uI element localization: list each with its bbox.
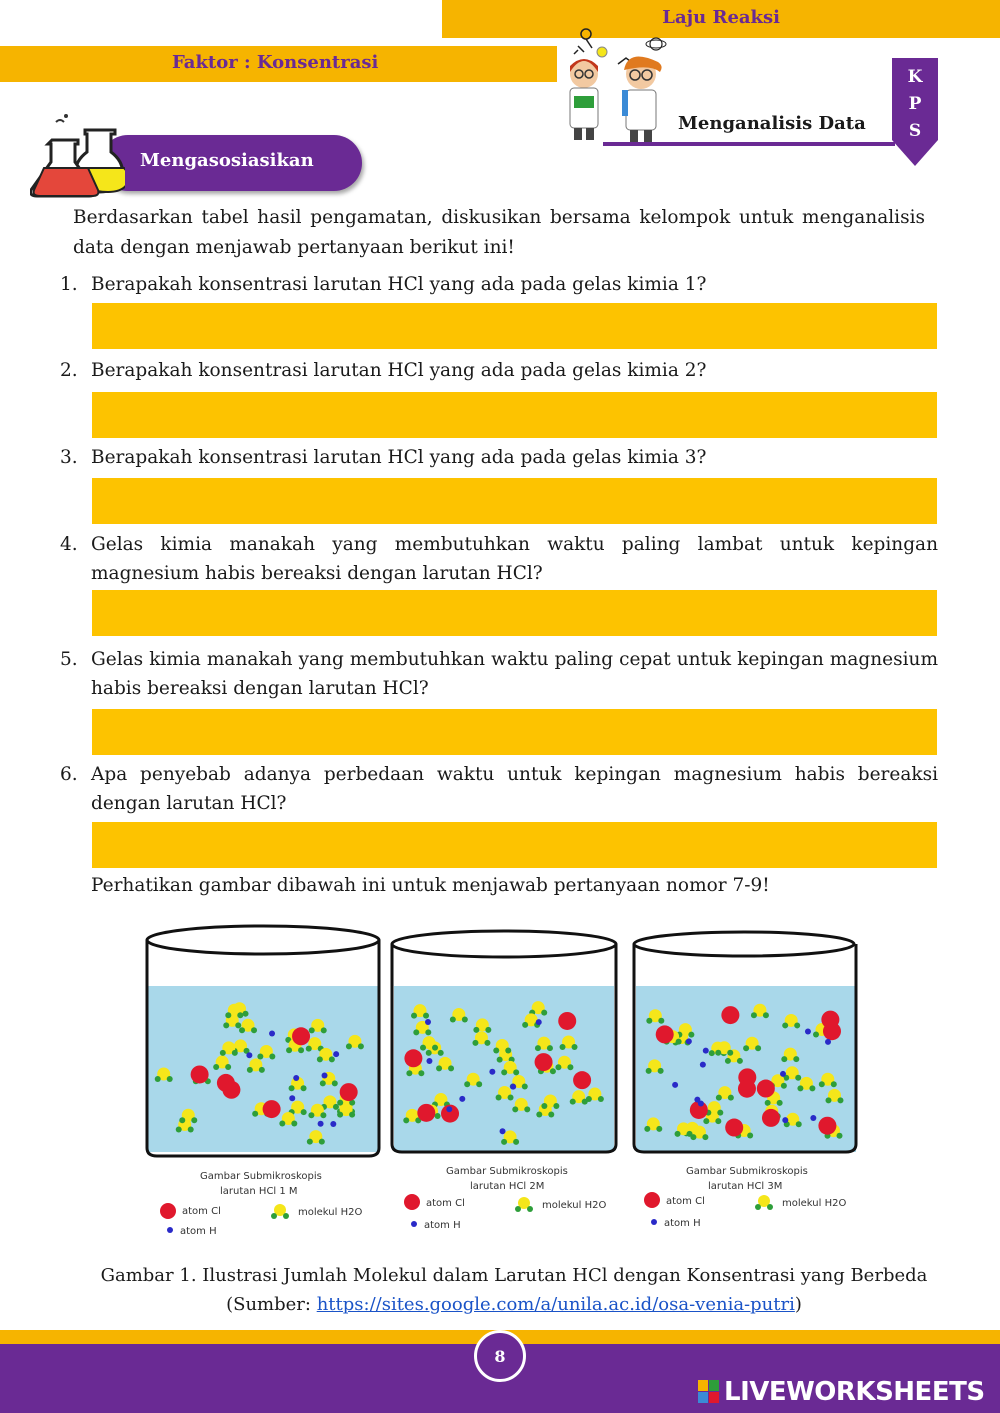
- water-h-atom: [225, 1064, 231, 1070]
- legend-h: atom H: [664, 1218, 701, 1229]
- factor-banner: [0, 46, 557, 82]
- question-number: 4.: [60, 534, 78, 555]
- caption-source: [0, 1290, 1000, 1319]
- cl-atom: [721, 1006, 739, 1024]
- h-atom: [805, 1028, 811, 1034]
- h-atom: [318, 1121, 324, 1127]
- water-h-atom: [687, 1131, 693, 1137]
- water-h-atom: [423, 1013, 429, 1019]
- legend-cl: atom Cl: [666, 1196, 705, 1207]
- page-number: 8: [494, 1347, 506, 1366]
- water-h-atom: [825, 1097, 831, 1103]
- h-atom: [446, 1106, 452, 1112]
- question-6: [60, 760, 938, 818]
- question-3: [60, 443, 938, 472]
- water-h-atom: [795, 1075, 801, 1081]
- figure-instruction: Perhatikan gambar dibawah ini untuk menjawab pertanyaan nomor 7-9!: [91, 875, 770, 896]
- section-title: Mengasosiasikan: [140, 150, 314, 171]
- water-h-atom: [715, 1118, 721, 1124]
- source-link[interactable]: https://sites.google.com/a/unila.ac.id/osa-venia-putri: [316, 1294, 795, 1315]
- water-h-atom: [337, 1100, 343, 1106]
- cl-atom: [656, 1025, 674, 1043]
- water-h-atom: [308, 1112, 314, 1118]
- water-h-atom: [418, 1070, 424, 1076]
- water-h-atom: [252, 1111, 258, 1117]
- water-h-atom: [225, 1012, 231, 1018]
- cl-atom: [340, 1083, 358, 1101]
- water-h-atom: [349, 1112, 355, 1118]
- water-h-atom: [309, 1027, 315, 1033]
- water-h-atom: [751, 1012, 757, 1018]
- h-atom: [810, 1115, 816, 1121]
- section-pill: [100, 135, 362, 191]
- chapter-banner: [442, 0, 1000, 38]
- water-h-atom: [411, 1013, 417, 1019]
- question-number: 1.: [60, 274, 78, 295]
- water-h-atom: [658, 1018, 664, 1024]
- caption-line: Gambar 1. Ilustrasi Jumlah Molekul dalam Larutan HCl dengan Konsentrasi yang Berbeda: [100, 1265, 928, 1286]
- cl-atom: [191, 1065, 209, 1083]
- h-atom: [489, 1069, 495, 1075]
- h-atom: [686, 1038, 692, 1044]
- scientists-illustration: [556, 24, 681, 144]
- beaker-3-title: Gambar Submikroskopis: [686, 1166, 808, 1177]
- water-h-atom: [541, 1103, 547, 1109]
- flask-icon: [30, 110, 125, 200]
- water-h-atom: [301, 1085, 307, 1091]
- water-h-atom: [586, 1096, 592, 1102]
- cl-atom: [292, 1027, 310, 1045]
- water-h-atom: [220, 1050, 226, 1056]
- h-atom: [246, 1052, 252, 1058]
- water-h-atom: [403, 1117, 409, 1123]
- water-h-atom: [320, 1080, 326, 1086]
- water-h-atom: [247, 1067, 253, 1073]
- question-4: [60, 530, 938, 588]
- answer-field-3[interactable]: [92, 478, 937, 524]
- water-h-atom: [432, 1045, 438, 1051]
- water-h-atom: [513, 1069, 519, 1075]
- water-h-atom: [406, 1070, 412, 1076]
- water-h-atom: [472, 1040, 478, 1046]
- legend-cl: atom Cl: [182, 1206, 221, 1217]
- water-h-atom: [213, 1064, 219, 1070]
- h-atom: [333, 1051, 339, 1057]
- water-h-atom: [484, 1040, 490, 1046]
- water-h-atom: [501, 1069, 507, 1075]
- cl-atom: [417, 1104, 435, 1122]
- water-h-atom: [656, 1126, 662, 1132]
- cl-atom: [573, 1071, 591, 1089]
- water-h-atom: [298, 1047, 304, 1053]
- cl-atom: [558, 1012, 576, 1030]
- h-atom: [700, 1062, 706, 1068]
- water-h-atom: [555, 1064, 561, 1070]
- h-atom: [289, 1095, 295, 1101]
- water-h-atom: [436, 1065, 442, 1071]
- water-h-atom: [223, 1022, 229, 1028]
- h-atom: [425, 1019, 431, 1025]
- beaker-3-subtitle: larutan HCl 3M: [708, 1181, 783, 1192]
- h-atom: [330, 1121, 336, 1127]
- h-atom: [780, 1071, 786, 1077]
- legend-water: molekul H2O: [782, 1198, 847, 1209]
- question-number: 6.: [60, 764, 78, 785]
- cl-atom: [757, 1080, 775, 1098]
- water-h-atom: [320, 1112, 326, 1118]
- cl-atom: [762, 1109, 780, 1127]
- cl-atom: [404, 1049, 422, 1067]
- water-h-atom: [796, 1121, 802, 1127]
- water-h-atom: [536, 1111, 542, 1117]
- water-h-atom: [505, 1047, 511, 1053]
- water-h-atom: [179, 1117, 185, 1123]
- water-h-atom: [676, 1039, 682, 1045]
- h-atom: [825, 1039, 831, 1045]
- beaker-1-subtitle: larutan HCl 1 M: [220, 1186, 298, 1197]
- chapter-title: Laju Reaksi: [662, 7, 780, 28]
- water-h-atom: [548, 1111, 554, 1117]
- legend-cl: atom Cl: [426, 1198, 465, 1209]
- h-atom: [322, 1073, 328, 1079]
- legend-water: molekul H2O: [298, 1207, 363, 1218]
- beaker-1-title: Gambar Submikroskopis: [200, 1171, 322, 1182]
- water-h-atom: [188, 1127, 194, 1133]
- water-h-atom: [497, 1057, 503, 1063]
- water-h-atom: [332, 1080, 338, 1086]
- water-h-atom: [450, 1017, 456, 1023]
- h-atom: [672, 1082, 678, 1088]
- answer-field-4[interactable]: [92, 590, 937, 636]
- water-h-atom: [239, 1027, 245, 1033]
- legend-h: atom H: [424, 1220, 461, 1231]
- water-h-atom: [572, 1044, 578, 1050]
- water-h-atom: [782, 1022, 788, 1028]
- question-text: Gelas kimia manakah yang membutuhkan waktu paling cepat untuk kepingan magnesium habis bereaksi dengan larutan HCl?: [91, 649, 938, 699]
- water-h-atom: [728, 1095, 734, 1101]
- water-h-atom: [358, 1043, 364, 1049]
- water-h-atom: [176, 1127, 182, 1133]
- water-h-atom: [550, 1068, 556, 1074]
- intro-paragraph: Berdasarkan tabel hasil pengamatan, diskusikan bersama kelompok untuk menganalisis data dengan menjawab pertanyaan berikut ini!: [73, 207, 925, 258]
- water-h-atom: [794, 1022, 800, 1028]
- water-h-atom: [541, 1010, 547, 1016]
- water-h-atom: [496, 1094, 502, 1100]
- water-h-atom: [513, 1139, 519, 1145]
- h-atom: [782, 1117, 788, 1123]
- water-h-atom: [755, 1045, 761, 1051]
- water-h-atom: [747, 1133, 753, 1139]
- water-h-atom: [781, 1056, 787, 1062]
- beaker-2-subtitle: larutan HCl 2M: [470, 1181, 545, 1192]
- liveworksheets-logo-icon: [698, 1380, 720, 1404]
- answer-field-1[interactable]: [92, 303, 937, 349]
- cl-atom: [818, 1117, 836, 1135]
- beaker-1: [147, 926, 379, 1237]
- water-h-atom: [717, 1110, 723, 1116]
- source-prefix: (Sumber:: [226, 1294, 317, 1315]
- water-h-atom: [567, 1064, 573, 1070]
- question-number: 5.: [60, 649, 78, 670]
- water-h-atom: [413, 1029, 419, 1035]
- water-h-atom: [329, 1056, 335, 1062]
- water-h-atom: [522, 1022, 528, 1028]
- skill-underline: [603, 142, 895, 146]
- question-5: [60, 645, 938, 703]
- legend-water: molekul H2O: [542, 1200, 607, 1211]
- water-h-atom: [831, 1081, 837, 1087]
- source-suffix: ): [794, 1294, 802, 1315]
- water-h-atom: [560, 1044, 566, 1050]
- water-h-atom: [435, 1113, 441, 1119]
- water-h-atom: [493, 1047, 499, 1053]
- water-h-atom: [321, 1027, 327, 1033]
- water-h-atom: [237, 1012, 243, 1018]
- water-h-atom: [333, 1104, 339, 1110]
- water-h-atom: [727, 1050, 733, 1056]
- water-h-atom: [476, 1081, 482, 1087]
- water-h-atom: [598, 1096, 604, 1102]
- water-h-atom: [257, 1053, 263, 1059]
- water-h-atom: [259, 1067, 265, 1073]
- water-h-atom: [819, 1081, 825, 1087]
- question-1: [60, 270, 938, 299]
- question-number: 2.: [60, 360, 78, 381]
- legend-h-dot: [167, 1227, 173, 1233]
- water-h-atom: [317, 1056, 323, 1062]
- water-h-atom: [235, 1022, 241, 1028]
- water-h-atom: [501, 1139, 507, 1145]
- legend-h: atom H: [180, 1226, 217, 1237]
- water-h-atom: [709, 1050, 715, 1056]
- water-h-atom: [508, 1094, 514, 1100]
- water-h-atom: [547, 1045, 553, 1051]
- water-h-atom: [269, 1053, 275, 1059]
- water-h-atom: [306, 1046, 312, 1052]
- water-h-atom: [646, 1068, 652, 1074]
- cl-atom: [725, 1119, 743, 1137]
- question-2: [60, 356, 938, 385]
- water-h-atom: [837, 1133, 843, 1139]
- beaker-2: [392, 931, 616, 1231]
- kps-letters: K P S: [907, 67, 923, 141]
- liveworksheets-brand: LIVEWORKSHEETS: [724, 1377, 985, 1407]
- water-h-atom: [155, 1076, 161, 1082]
- water-h-atom: [420, 1045, 426, 1051]
- water-h-atom: [553, 1103, 559, 1109]
- water-h-atom: [743, 1045, 749, 1051]
- page-number-badge: [474, 1330, 526, 1382]
- water-h-atom: [243, 1011, 249, 1017]
- legend-cl-dot: [160, 1203, 176, 1219]
- water-h-atom: [777, 1100, 783, 1106]
- water-h-atom: [716, 1095, 722, 1101]
- water-h-atom: [279, 1121, 285, 1127]
- water-h-atom: [793, 1056, 799, 1062]
- question-text: Apa penyebab adanya perbedaan waktu untuk kepingan magnesium habis bereaksi dengan larutan HCl?: [91, 764, 938, 814]
- water-h-atom: [763, 1012, 769, 1018]
- skill-title: Menganalisis Data: [678, 113, 866, 134]
- factor-title: Faktor : Konsentrasi: [172, 52, 379, 73]
- cl-atom: [821, 1011, 839, 1029]
- question-text: Berapakah konsentrasi larutan HCl yang ada pada gelas kimia 1?: [91, 274, 707, 295]
- h-atom: [426, 1058, 432, 1064]
- beaker-2-title: Gambar Submikroskopis: [446, 1166, 568, 1177]
- water-h-atom: [725, 1058, 731, 1064]
- water-h-atom: [737, 1058, 743, 1064]
- cl-atom: [263, 1100, 281, 1118]
- water-h-atom: [307, 1139, 313, 1145]
- water-h-atom: [346, 1043, 352, 1049]
- h-atom: [703, 1048, 709, 1054]
- water-h-atom: [570, 1099, 576, 1105]
- water-h-atom: [797, 1085, 803, 1091]
- question-number: 3.: [60, 447, 78, 468]
- water-h-atom: [524, 1106, 530, 1112]
- water-h-atom: [426, 1050, 432, 1056]
- water-h-atom: [646, 1018, 652, 1024]
- h-atom: [536, 1019, 542, 1025]
- h-atom: [698, 1100, 704, 1106]
- water-h-atom: [438, 1050, 444, 1056]
- water-h-atom: [837, 1097, 843, 1103]
- answer-field-6[interactable]: [92, 822, 937, 868]
- water-h-atom: [462, 1017, 468, 1023]
- question-text: Gelas kimia manakah yang membutuhkan waktu paling lambat untuk kepingan magnesium habis bereaksi dengan larutan HCl?: [91, 534, 938, 584]
- h-atom: [459, 1096, 465, 1102]
- water-h-atom: [289, 1085, 295, 1091]
- water-h-atom: [448, 1065, 454, 1071]
- water-h-atom: [301, 1109, 307, 1115]
- water-h-atom: [522, 1084, 528, 1090]
- water-h-atom: [167, 1076, 173, 1082]
- water-h-atom: [191, 1117, 197, 1123]
- water-h-atom: [644, 1126, 650, 1132]
- water-h-atom: [512, 1106, 518, 1112]
- h-atom: [269, 1031, 275, 1037]
- answer-field-5[interactable]: [92, 709, 937, 755]
- water-h-atom: [702, 1134, 708, 1140]
- figure-caption: [0, 1261, 1000, 1319]
- water-h-atom: [473, 1027, 479, 1033]
- water-h-atom: [809, 1085, 815, 1091]
- cl-atom: [738, 1080, 756, 1098]
- beaker-3: [634, 932, 856, 1229]
- h-atom: [293, 1075, 299, 1081]
- water-h-atom: [319, 1139, 325, 1145]
- cl-atom: [222, 1081, 240, 1099]
- water-h-atom: [464, 1081, 470, 1087]
- water-h-atom: [286, 1047, 292, 1053]
- h-atom: [510, 1084, 516, 1090]
- water-h-atom: [688, 1032, 694, 1038]
- cl-atom: [535, 1053, 553, 1071]
- water-h-atom: [337, 1112, 343, 1118]
- water-h-atom: [781, 1083, 787, 1089]
- water-h-atom: [485, 1027, 491, 1033]
- water-h-atom: [813, 1032, 819, 1038]
- beakers-figure: [140, 922, 865, 1240]
- water-h-atom: [535, 1045, 541, 1051]
- water-h-atom: [715, 1050, 721, 1056]
- water-h-atom: [291, 1121, 297, 1127]
- water-h-atom: [251, 1027, 257, 1033]
- water-h-atom: [232, 1050, 238, 1056]
- answer-field-2[interactable]: [92, 392, 937, 438]
- h-atom: [500, 1128, 506, 1134]
- question-text: Berapakah konsentrasi larutan HCl yang ada pada gelas kimia 2?: [91, 360, 707, 381]
- water-h-atom: [658, 1068, 664, 1074]
- water-h-atom: [703, 1118, 709, 1124]
- water-h-atom: [675, 1131, 681, 1137]
- water-h-atom: [425, 1029, 431, 1035]
- question-text: Berapakah konsentrasi larutan HCl yang ada pada gelas kimia 3?: [91, 447, 707, 468]
